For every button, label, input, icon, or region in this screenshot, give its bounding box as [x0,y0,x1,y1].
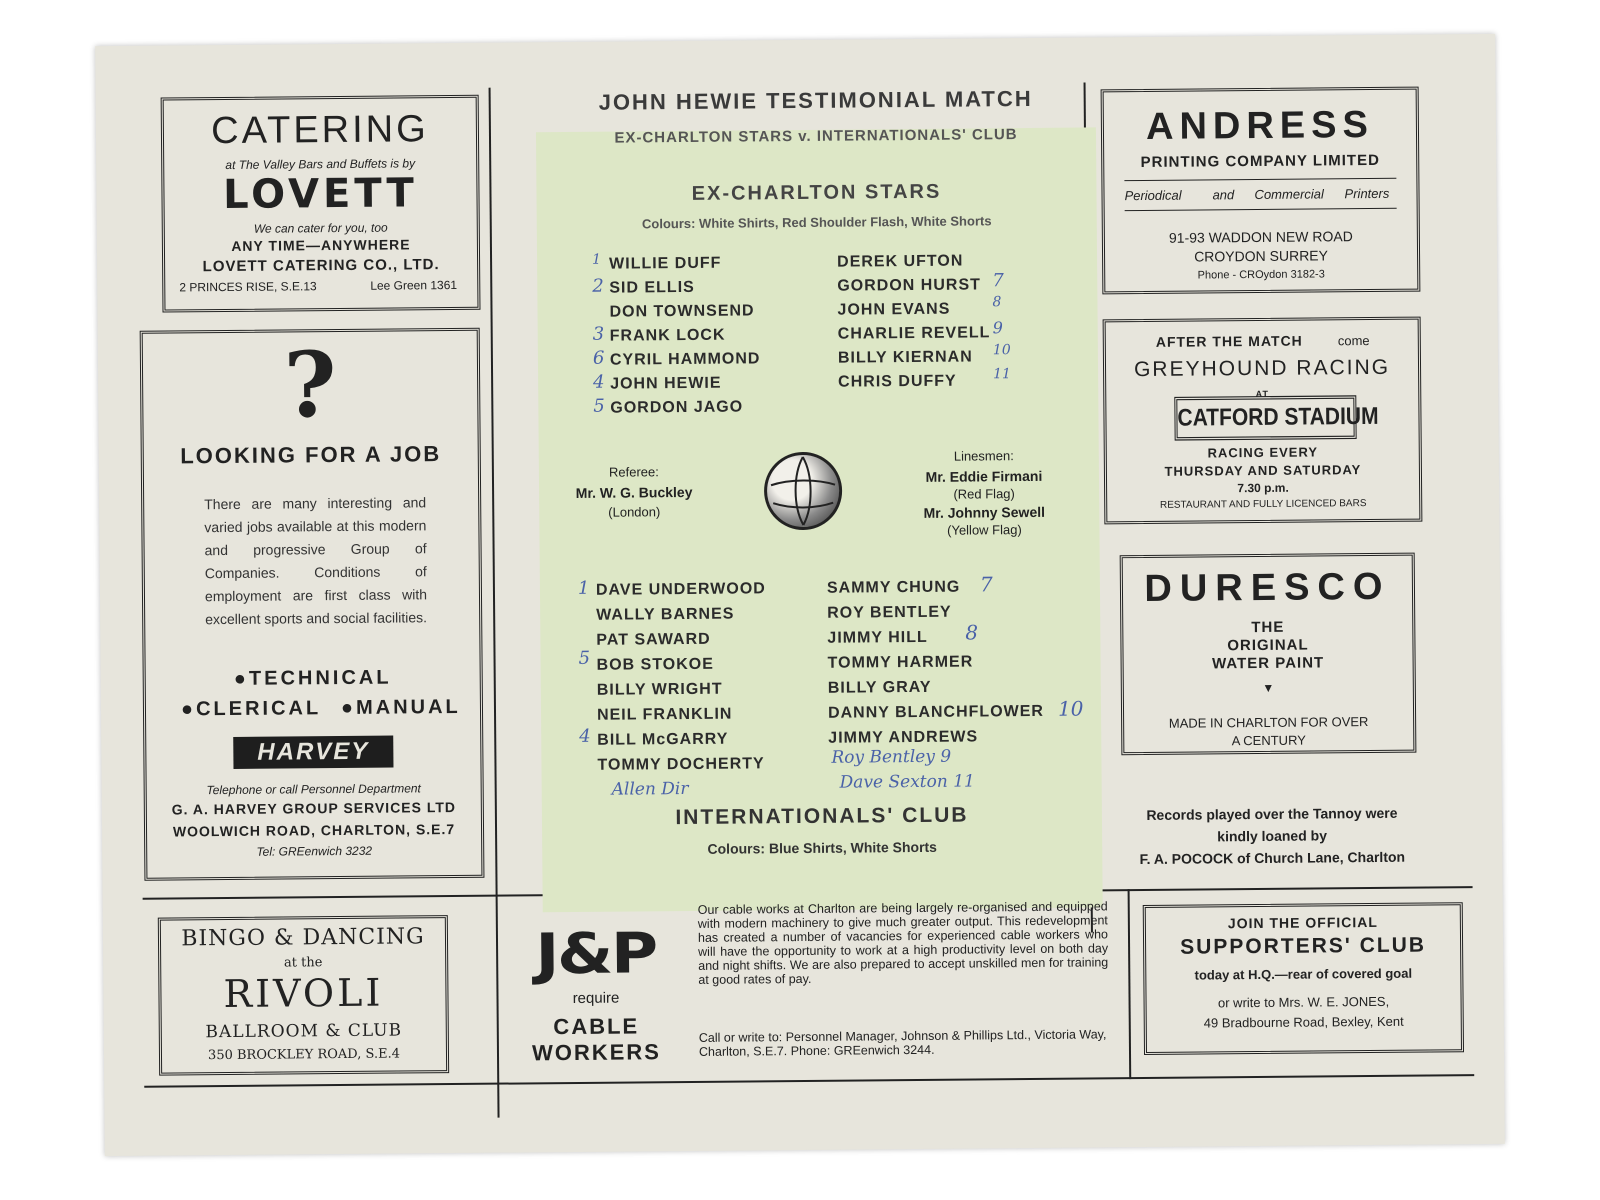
andress-address-2: CROYDON SURREY [1194,247,1329,265]
player-name: BOB STOKOE [596,655,714,674]
handwritten-sub-1: Roy Bentley 9 [831,746,952,768]
player-number: 10 [992,342,1011,359]
andress-rule-2 [1125,208,1397,211]
greyhound-racing-every: RACING EVERY [1207,444,1319,461]
greyhound-come: come [1337,333,1370,349]
player-name: BILLY GRAY [827,678,932,697]
supporters-title: SUPPORTERS' CLUB [1180,933,1427,959]
catering-address: 2 PRINCES RISE, S.E.13 [179,279,317,295]
supporters-ad [1143,902,1464,1055]
andress-logo: ANDRESS [1145,103,1375,148]
referee-label: Referee: [608,464,659,480]
player-number: 6 [592,347,605,369]
duresco-logo: DURESCO [1144,565,1391,610]
rivoli-bingo: BINGO & DANCING [181,924,425,952]
lovett-logo: LOVETT [222,170,419,219]
player-number: 4 [593,371,605,393]
player-number: 10 [1057,696,1084,721]
handwritten-sub-3: Allen Dir [611,778,689,800]
player-name: JOHN HEWIE [610,374,722,393]
job-bullet-technical: ●TECHNICAL [233,666,392,690]
player-name: NEIL FRANKLIN [596,705,733,724]
rivoli-address: 350 BROCKLEY ROAD, S.E.4 [207,1046,401,1064]
catering-subline: at The Valley Bars and Buffets is by [225,156,416,172]
linesmen-label: Linesmen: [953,448,1014,464]
football-icon [764,452,843,531]
referee-name: Mr. W. G. Buckley [575,483,693,501]
job-body: There are many interesting and varied jobs available at this modern and progressive Group of Companies. Conditions of employment are first class with excellent sports and social facilities. [204,494,428,628]
player-name: CYRIL HAMMOND [609,350,761,369]
player-number: 4 [579,725,591,747]
greyhound-days: THURSDAY AND SATURDAY [1164,462,1362,479]
greyhound-after-match: AFTER THE MATCH [1155,332,1303,350]
down-arrow-icon: ▼ [1262,680,1275,695]
supporters-address: 49 Bradbourne Road, Bexley, Kent [1203,1013,1404,1031]
job-address: WOOLWICH ROAD, CHARLTON, S.E.7 [172,821,456,840]
player-name: BILLY WRIGHT [596,680,723,699]
player-name: GORDON JAGO [610,398,744,417]
andress-word-printers: Printers [1344,185,1390,202]
supporters-hq: today at H.Q.—rear of covered goal [1194,965,1413,983]
player-name: CHRIS DUFFY [838,372,957,391]
home-team-colours: Colours: White Shirts, Red Shoulder Flash, White Shorts [641,213,992,232]
rivoli-ad [158,915,449,1076]
player-name: JIMMY ANDREWS [828,728,979,747]
jp-body: Our cable works at Charlton are being largely re-organised and equipped with modern machinery to give much greater output. This redevelopment has created a number of vacancies for experienced cable workers who will have the opportunity to work at a high productivity level on both day and night shifts. We are also prepared to accept unskilled men for training at good rates of pay. [697,899,1109,987]
supporters-write: or write to Mrs. W. E. JONES, [1217,993,1390,1011]
player-name: SAMMY CHUNG [826,578,961,597]
player-name: GORDON HURST [837,276,981,295]
job-bullet-manual: ●MANUAL [340,695,461,720]
records-line-2: kindly loaned by [1217,827,1328,845]
divider-bottom-right [1128,889,1132,1079]
home-team-name: EX-CHARLTON STARS [691,180,942,205]
duresco-ad [1120,553,1417,756]
catering-heading: CATERING [210,108,429,153]
andress-word-commercial: Commercial [1254,186,1324,203]
catering-ad [161,95,481,313]
away-team-colours: Colours: Blue Shirts, White Shorts [707,838,938,857]
player-name: ROY BENTLEY [827,603,952,622]
player-name: TOMMY DOCHERTY [597,755,765,774]
greyhound-time: 7.30 p.m. [1237,480,1289,496]
linesman-1-flag: (Red Flag) [953,486,1015,502]
player-name: DEREK UFTON [837,252,964,271]
duresco-made-in: MADE IN CHARLTON FOR OVER [1168,714,1369,731]
duresco-the: THE [1251,618,1285,637]
andress-word-periodical: Periodical [1124,187,1182,204]
player-number: 5 [593,395,605,417]
job-tel: Tel: GREenwich 3232 [256,843,373,859]
player-name: DON TOWNSEND [609,302,755,321]
match-title: JOHN HEWIE TESTIMONIAL MATCH [598,85,1033,115]
jp-cable: CABLE [553,1013,640,1040]
player-number: 1 [591,251,602,268]
jp-contact: Call or write to: Personnel Manager, Johnson & Phillips Ltd., Victoria Way, Charlton, S.E.7. Phone: GREenwich 3244. [698,1027,1107,1059]
andress-phone: Phone - CROydon 3182-3 [1197,268,1325,282]
andress-subtitle: PRINTING COMPANY LIMITED [1140,151,1380,172]
linesman-2-name: Mr. Johnny Sewell [923,503,1046,521]
player-number: 7 [992,270,1004,292]
harvey-logo: HARVEY [233,736,393,769]
player-number: 8 [965,620,979,645]
player-name: DAVE UNDERWOOD [595,580,766,599]
rivoli-ballroom: BALLROOM & CLUB [205,1020,403,1043]
player-number: 9 [992,318,1003,338]
linesman-2-flag: (Yellow Flag) [947,522,1022,538]
player-name: BILL McGARRY [597,730,729,749]
player-name: BILLY KIERNAN [837,348,973,367]
match-subtitle: EX-CHARLTON STARS v. INTERNATIONALS' CLUB [614,126,1018,147]
jp-workers: WORKERS [531,1039,662,1066]
handwritten-sub-2: Dave Sexton 11 [839,771,975,793]
player-number: 1 [577,577,590,599]
greyhound-at: AT [1255,388,1269,400]
player-name: JOHN EVANS [837,300,951,319]
records-line-3: F. A. POCOCK of Church Lane, Charlton [1139,848,1406,868]
player-name: SID ELLIS [609,278,695,297]
player-number: 5 [578,647,591,669]
supporters-join: JOIN THE OFFICIAL [1227,913,1378,932]
referee-place: (London) [608,504,661,520]
jp-logo: J&P [535,921,657,988]
greyhound-ad [1103,317,1423,525]
catering-anytime: ANY TIME—ANYWHERE [231,236,411,254]
rivoli-at-the: at the [283,955,323,971]
job-bullet-clerical: ●CLERICAL [180,697,322,721]
catering-tagline: We can cater for you, too [253,220,388,236]
divider-bottom-base [144,1074,1474,1088]
player-name: FRANK LOCK [609,326,726,345]
andress-word-and: and [1212,187,1235,203]
job-company: G. A. HARVEY GROUP SERVICES LTD [171,799,457,818]
jp-require: require [572,989,620,1007]
player-name: TOMMY HARMER [827,653,974,672]
rivoli-logo: RIVOLI [223,970,384,1017]
player-name: JIMMY HILL [827,628,928,647]
player-name: DANNY BLANCHFLOWER [827,702,1045,722]
andress-rule [1124,178,1396,181]
catering-company: LOVETT CATERING CO., LTD. [202,256,440,276]
away-team-name: INTERNATIONALS' CLUB [675,803,969,830]
andress-ad [1101,87,1421,295]
player-number: 11 [993,366,1011,383]
player-name: WALLY BARNES [596,605,735,624]
player-number: 3 [592,323,605,345]
player-name: PAT SAWARD [596,630,711,649]
player-number: 7 [979,572,993,597]
player-number: 8 [992,294,1002,311]
duresco-original: ORIGINAL [1227,636,1309,655]
duresco-water-paint: WATER PAINT [1211,654,1325,673]
catering-phone: Lee Green 1361 [370,277,458,293]
greyhound-bars: RESTAURANT AND FULLY LICENCED BARS [1159,498,1367,511]
programme-sheet [95,34,1505,1156]
records-line-1: Records played over the Tannoy were [1146,804,1398,823]
player-name: CHARLIE REVELL [837,324,991,343]
greyhound-title: GREYHOUND RACING [1133,355,1391,382]
duresco-century: A CENTURY [1231,732,1306,749]
catford-stadium-sign: CATFORD STADIUM [1174,395,1356,440]
job-contact: Telephone or call Personnel Department [206,781,421,798]
job-ad [140,328,485,881]
andress-address-1: 91-93 WADDON NEW ROAD [1168,228,1353,246]
question-mark-icon: ? [283,332,337,439]
player-number: 2 [592,275,604,297]
player-name: WILLIE DUFF [609,254,722,273]
job-title: LOOKING FOR A JOB [180,441,442,469]
linesman-1-name: Mr. Eddie Firmani [925,467,1043,485]
